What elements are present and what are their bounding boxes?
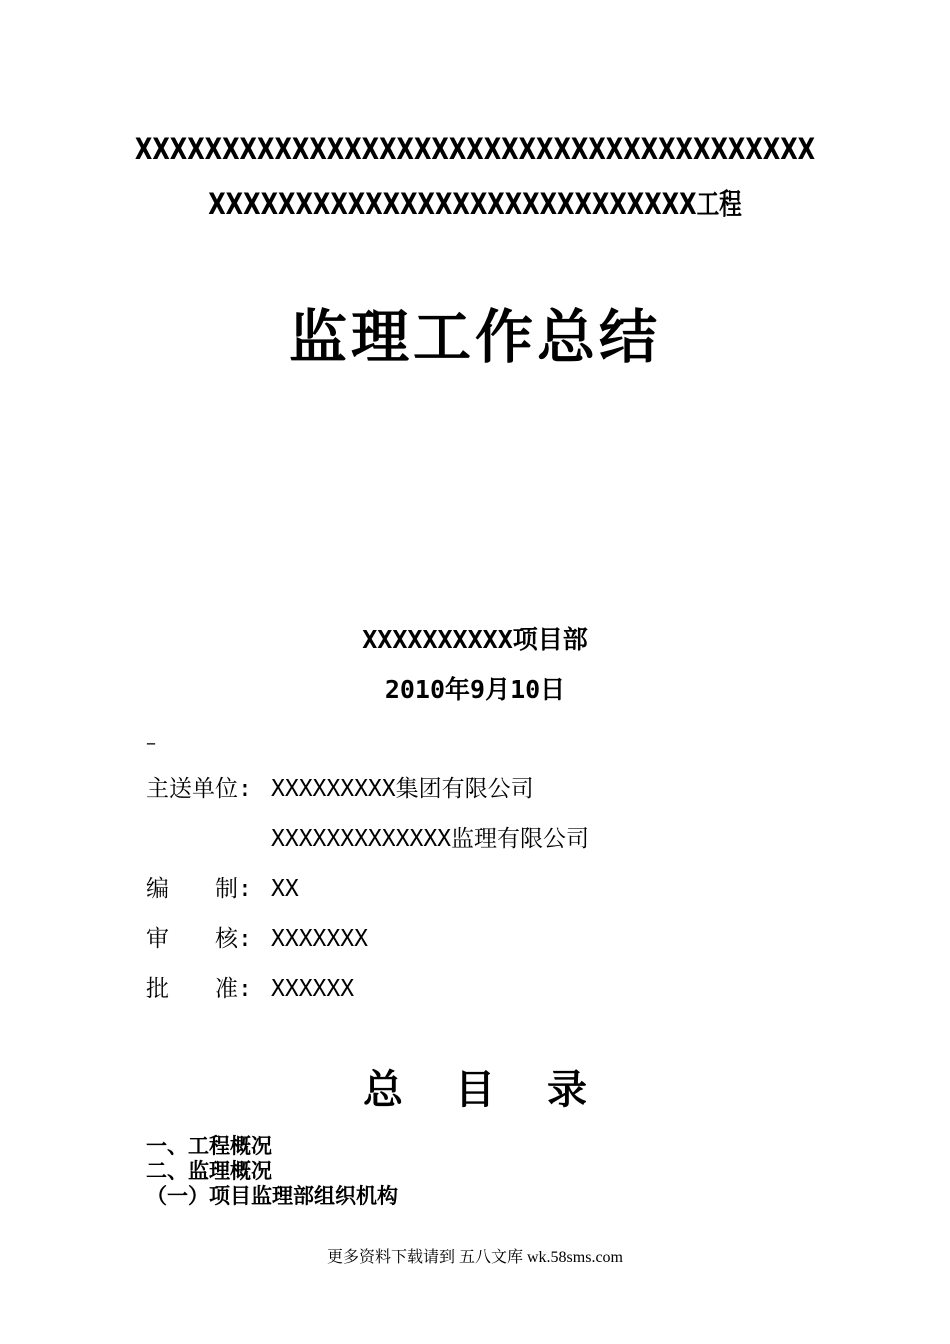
main-title: 监理工作总结	[288, 303, 661, 371]
reviewer-label: 审 核:	[146, 926, 252, 952]
title-line-2	[0, 182, 950, 223]
toc-item[interactable]: 一、工程概况	[146, 1134, 272, 1158]
recipient-1: XXXXXXXXX集团有限公司	[271, 776, 534, 802]
footer-note: 更多资料下载请到 五八文库 wk.58sms.com	[326, 1249, 623, 1266]
reviewer-value: XXXXXXX	[271, 926, 368, 952]
issue-date: 2010年9月10日	[384, 675, 566, 704]
approver-value: XXXXXX	[271, 976, 355, 1002]
marker: –	[146, 730, 156, 754]
toc-title-char: 目	[455, 1067, 495, 1113]
toc-item[interactable]: （一）项目监理部组织机构	[146, 1184, 398, 1208]
recipient-row-1	[146, 770, 534, 803]
recipients-label: 主送单位:	[146, 776, 252, 802]
approver-label: 批 准:	[146, 976, 252, 1002]
toc-title-char: 总	[363, 1067, 403, 1113]
compiler-value: XX	[271, 876, 299, 902]
title-line-1-text: XXXXXXXXXXXXXXXXXXXXXXXXXXXXXXXXXXXXXXX	[134, 132, 816, 166]
recipient-row-2	[146, 820, 589, 853]
toc-title-char: 录	[547, 1067, 587, 1113]
approver-row	[146, 970, 354, 1003]
title-line-1	[0, 132, 950, 166]
compiler-row	[146, 870, 299, 903]
department: XXXXXXXXXX项目部	[362, 625, 588, 654]
compiler-label: 编 制:	[146, 876, 252, 902]
reviewer-row	[146, 920, 368, 953]
toc-item[interactable]: 二、监理概况	[146, 1159, 272, 1183]
toc-title	[0, 1058, 950, 1115]
title-line-2-text: XXXXXXXXXXXXXXXXXXXXXXXXXXXX工程	[208, 187, 742, 221]
recipient-2: XXXXXXXXXXXXX监理有限公司	[271, 826, 590, 852]
